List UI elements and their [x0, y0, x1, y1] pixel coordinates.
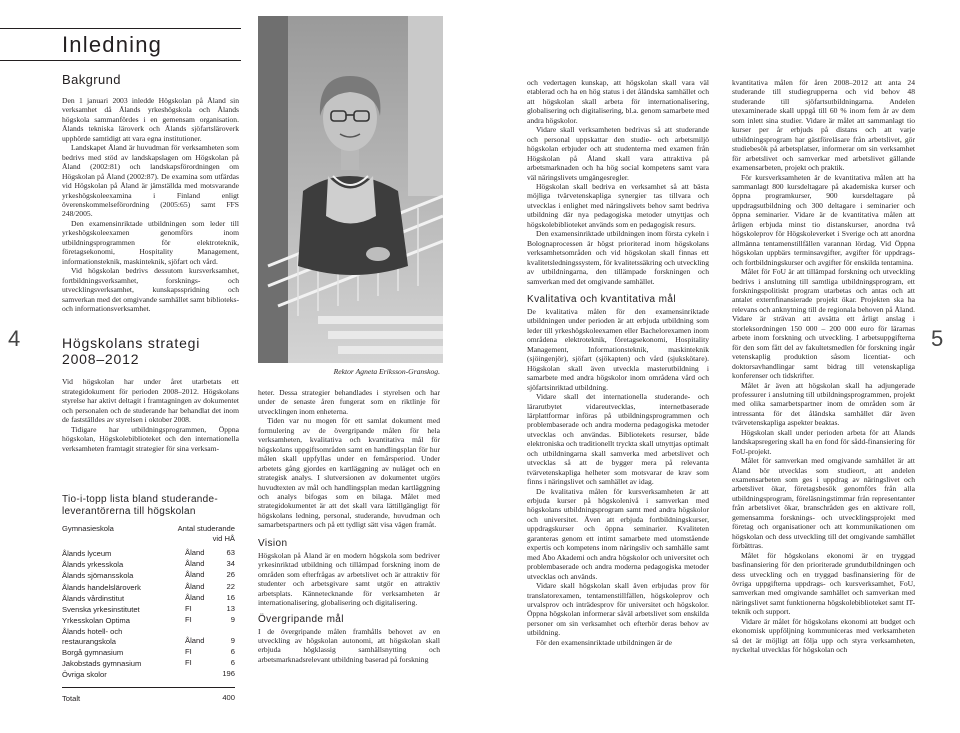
paragraph: Högskolan på Åland är en modern högskola som bedriver yrkesinriktad utbildning och tillämpad forskning inom de områden som efterfrågas av arbetslivet och är attraktiv för studenter och arbetsgivare samt utgör en attraktiv arbetsplats. Kännetecknande för verksamheten är internationalisering, globalisering och digitalisering. [258, 550, 440, 608]
paragraph: Högskolan skall under perioden arbeta för att Ålands landskapsregering skall ha en fond för sådd-finansiering för FoU-projekt. [732, 427, 915, 456]
table-cell-country: Åland [185, 570, 205, 580]
heading-strategi [62, 335, 239, 367]
table-cell-country: FI [185, 604, 192, 614]
paragraph: Vidare skall verksamheten bedrivas så att studerande och personal uppskattar den studie- och arbetsmiljö högskolan erbjuder och att studenterna med examen från Högskolan på Åland skall vara attraktiva på arbetsmarknaden och ha hög social kompetens samt vara väl näringslivets umgängesregler. [527, 125, 709, 182]
table-cell-count: 26 [226, 570, 235, 580]
table-cell-country: FI [185, 615, 192, 625]
table-header-count [178, 524, 235, 543]
table-cell-country: FI [185, 658, 192, 668]
paragraph: Vid högskolan bedrivs dessutom kursverksamhet, fortbildningsverksamhet, forsknings- och utvecklingsverksamhet, kunskapsspridning och samverkan med det omgivande samhället samt biblioteks- och informationsverksamhet. [62, 266, 239, 313]
photo-caption: Rektor Agneta Eriksson-Granskog. [333, 367, 440, 376]
paragraph: I de övergripande målen framhålls behovet av en utveckling av högskolan autonomi, att högskolan skall erbjuda högklassig samhällsnytting och arbetsmarknadsrelevant utbildning baserad på forskning [258, 626, 440, 664]
table-cell-country: Åland [185, 559, 205, 569]
table-cell-count: 16 [226, 592, 235, 602]
column-4 [732, 78, 915, 655]
table-total-value: 400 [222, 693, 235, 703]
table-cell-country: Åland [185, 548, 205, 557]
table-cell-school: Ålands vårdinstitut [62, 593, 125, 603]
table-row [62, 604, 235, 615]
paragraph: Vidare är målet för högskolans ekonomi att budget och ekonomisk uppföljning kommuniceras med verksamheten så det är möjligt att följa upp och styra verksamheten, nyckeltal utvecklas för högskolan och [732, 616, 915, 655]
header-rule-bottom [0, 60, 241, 61]
table-cell-count: 34 [226, 559, 235, 569]
table-cell-school: Ålands sjömansskola [62, 571, 134, 581]
paragraph: Högskolan skall bedriva en verksamhet så att bästa möjliga tvärvetenskapliga synergier tas tillvara och utvecklas i enlighet med näringslivets behov samt bedriva utbildning där nya pedagogiska metoder utnyttjas och högskolebiblioteket används som en pedagogisk resurs. [527, 181, 709, 229]
paragraph: De kvalitativa målen för kursverksamheten är att erbjuda kurser på högskolenivå i samverkan med högskolans utbildningsprogram samt med andra högskolor och universitet. Även att erbjuda fortbildningskurser, uppdragskurser och öppna seminarier. Kvaliteten garanteras genom ett intimt samarbete med utomstående expertis och kompetens inom näringsliv och samhälle samt med Åbo Akademi och andra högskolor och universitet och problembaserade och andra moderna pedagogiska metoder utvecklas och används. [527, 486, 709, 581]
table-title [62, 494, 235, 517]
heading-strategi-line2: 2008–2012 [62, 351, 140, 368]
table-header-count-line1: Antal studerande [177, 524, 235, 533]
table-cell-school: Ålands handelsläroverk [62, 582, 141, 592]
rector-portrait-illustration [258, 16, 443, 363]
table-cell-country: Åland [185, 635, 205, 645]
table-cell-count: 22 [226, 581, 235, 591]
page-number-left: 4 [8, 326, 21, 351]
page-number-right: 5 [931, 326, 944, 351]
paragraph: Målet är även att högskolan skall ha adjungerade professurer i anslutning till utbildningsprogrammen, projekt med olika samarbetspartner inom de områden som är intressanta för det åländska samhället där även tvärvetenskapliga aspekter beaktas. [732, 380, 915, 428]
table-title-line2: leverantörerna till högskolan [62, 505, 196, 517]
table-cell-school: Ålands lyceum [62, 549, 112, 558]
table-total-label: Totalt [62, 694, 81, 704]
paragraph: Den 1 januari 2003 inledde Högskolan på Åland sin verksamhet då Ålands yrkeshögskola och Ålands högskola sammanfördes i en gemensam organisation. Ålands tekniska läroverk och Ålands sjöfartsläroverk upphörde samtidigt att vara egna institutioner. [62, 96, 239, 143]
table-total-row [62, 687, 235, 704]
top-ten-table [62, 494, 235, 705]
paragraph: Tiden var nu mogen för ett samlat dokument med formulering av de övergripande målen för hela verksamheten, kvalitativa och kvantitativa mål för högskolans uppgiftsområden samt en handlingsplan för hur målen skall uppfyllas under en femårsperiod. Under arbetets gång gjordes en kartläggning av nuläget och en strategisk analys. I slutversionen av dokumentet utgörs huvudtexten av mål och handlingsplan medan kartläggning och analys bifogas som en bilaga. Målet med strategidokumentet är att det skall vara lättillgängligt för högskolans ledning, personal, studerande, huvudman och samarbetspartners och på ett tydligt sätt visa vägen framåt. [258, 416, 440, 530]
table-header-count-line2: vid HÅ [212, 533, 235, 543]
table-cell-count: 13 [226, 604, 235, 614]
page-title: Inledning [62, 32, 163, 57]
table-header [62, 524, 235, 548]
table-cell-school: Yrkesskolan Optima [62, 616, 130, 626]
table-cell-school: Ålands hotell- och restaurangskola [62, 627, 123, 646]
paragraph: och vedertagen kunskap, att högskolan skall vara väl etablerad och ha en hög status i det åländska samhället och att högskolan skall arbeta för internationalisering, globalisering och digitalisering, bl.a. genom samarbete med andra högskolor. [527, 78, 709, 125]
table-cell-country: FI [185, 646, 192, 656]
table-cell-country: Åland [185, 592, 205, 602]
table-cell-country: Åland [185, 581, 205, 591]
paragraph: Landskapet Åland är huvudman för verksamheten som bedrivs med stöd av landskapslagen om Högskolan på Åland (2002:81) och landskapsförordningen om Högskolan på Åland (2002:87). De examina som utfärdas vid Högskolan på Åland är jämställda med motsvarande yrkeshögskoleexamina i Finland enligt överenskommelseförordning (2005:65) samt FFS 248/2005. [62, 143, 239, 219]
paragraph: Vidare skall högskolan skall även erbjudas prov för translatorexamen, tentamenstillfällen, högskoleprov och urvalsprov och inträdesprov för universitet och högskolor. Öppna högskolan informerar såväl arbetslivet som enskilda personer om sin verksamhet och efterhör deras behov av utbildning. [527, 581, 709, 638]
table-cell-count: 196 [222, 669, 235, 679]
column-2 [258, 388, 440, 664]
paragraph: Den examensinriktade utbildningen som leder till yrkeshögskoleexamen genomförs inom utbildningsprogrammen för elektroteknik, företagsekonomi, Hospitality Management, informationsteknik, maskinteknik, sjöfart och vård. [62, 218, 239, 266]
paragraph: För den examensinriktade utbildningen är de [536, 637, 673, 647]
column-1 [62, 72, 239, 453]
table-cell-school: Ålands yrkesskola [62, 560, 124, 570]
table-cell-count: 6 [230, 646, 235, 656]
paragraph: Vidare skall det internationella studerande- och lärarutbytet vidareutvecklas, internetbaserade lärplattformar införas på utbildningsprogrammen och problembaserade och andra moderna pedagogiska metoder utvecklas och användas. Bibliotekets resurser, både elektroniska och traditionellt tryckta skall utnyttjas optimalt och utbildningarna skall samverka med arbetslivet och utvecklas så att de bygger mera på relevanta tvärvetenskapliga helheter som motsvarar de krav som finns i näringslivet och samhället av idag. [527, 392, 709, 487]
table-cell-count: 63 [226, 548, 235, 557]
paragraph: De kvalitativa målen för den examensinriktade utbildningen under perioden är att erbjuda utbildning som leder till yrkeshögskoleexamen eller Bachelorexamen inom områdena elektroteknik, företagsekonomi, Hospitality Management, Informationsteknik, maskinteknik (sjöingenjör), sjöfart (sjökapten) och vård (sjukskötare). Högskolan skall även utveckla masterutbildning i samarbete med andra högskolor inom områdena vård och sjöfartsinriktad utbildning. [527, 306, 709, 392]
column-3 [527, 78, 709, 647]
table-row [62, 582, 235, 593]
table-row [62, 647, 235, 658]
paragraph: Målet för samverkan med omgivande samhället är att Åland bör utvecklas som studieort, att andelen examensarbeten som ges i uppdrag av näringslivet och arbetslivet ökar, företagsbesök genomförs från alla utbildningsprogram, föreläsningstimmar från representanter från arbetslivet ökar, branschråden ges en aktivare roll, gemensamma forsknings- och utvecklingsprojekt med företag och organisationer och att kommunikationen om högskolan och dess utveckling till det omgivande samhället förbättras. [732, 456, 915, 551]
paragraph: Målet för högskolans ekonomi är en tryggad basfinansiering för den prioriterade grundutbildningen och dess utveckling och en tryggad basfinansiering för de övriga uppgifterna uppdrags- och kursverksamhet, FoU, samverkan med omgivande samhället och samverkan med näringslivet samt funktionerna högskolebiblioteket samt IT-teknik och support. [732, 550, 915, 617]
table-cell-count: 9 [230, 635, 235, 645]
table-row [62, 548, 235, 559]
paragraph: Vid högskolan har under året utarbetats ett strategidokument för perioden 2008–2012. Högskolans styrelse har aktivt deltagit i framtagningen av dokumentet och personalen och de studerande har behandlat det inom de fastställdes av styrelsen i oktober 2008. [62, 377, 239, 425]
table-cell-school: Svenska yrkesinstitutet [62, 605, 140, 615]
table-header-school: Gymnasieskola [62, 524, 114, 533]
table-row [62, 615, 235, 626]
table-row [62, 658, 235, 669]
heading-bakgrund: Bakgrund [62, 72, 121, 87]
table-row [62, 593, 235, 604]
heading-kvalitativa-mal: Kvalitativa och kvantitativa mål [527, 293, 676, 305]
table-body [62, 548, 235, 680]
table-row [62, 559, 235, 570]
paragraph: För kursverksamheten är de kvantitativa målen att ha sammanlagt 800 kursdeltagare på akademiska kurser och öppna programkurser, 900 kursdeltagare på uppdragsutbildning och 300 deltagare i seminarier och öppna seminarier. Vidare är de kvantitativa målen att årligen erbjuda minst tio distanskurser, anordna två högskoleprov för Högskoleverket i Sverige och att anordna allmänna tentamenstillfällen varannan lördag. Vid Öppna högskolan uppbärs terminsavgifter, avgifter för uppdrags- och fortbildningskurser och avgifter för enskilda tentamina. [732, 172, 915, 267]
rector-photo [258, 16, 443, 363]
table-cell-school: Övriga skolor [62, 670, 107, 680]
table-cell-count: 9 [230, 615, 235, 625]
paragraph: Målet för FoU är att tillämpad forskning och utveckling bedrivs i anslutning till samtliga utbildningsprogram, ett forskningspolitiskt program utarbetas och antas och att antalet externfinansierade projekt ökar. Projekten ska ha relevans och anknytning till de regionala behoven på Åland. Vidare är strävan att avsätta ett årligt anslag i storleksordningen 150 000 – 200 000 euro för lärarnas arbete inom forskning och utveckling. I arbetsuppgifterna för den som fått del av fakultetsmedlen för forskning ingår vetenskaplig produktion såsom licentiat- och doktorsavhandlingar samt bidrag till vetenskapliga konferenser och tidskrifter. [732, 267, 915, 381]
heading-vision: Vision [258, 537, 288, 549]
table-cell-school: Borgå gymnasium [62, 647, 124, 657]
table-row [62, 669, 235, 680]
paragraph: kvantitativa målen för åren 2008–2012 att anta 24 studerande till studiegrupperna och vid behov 48 studerande till sjöfartsutbildningarna. Andelen utexaminerade skall uppgå till 60 % inom fem år av dem som inlett sina studier. Vidare är målet att sammanlagt tio kurser per år erbjuds på distans och att varje utbildningsprogram har gästföreläsare från arbetslivet, gör studiebesök på arbetsplatser, informerar om sin verksamhet för arbetslivet och samverkar med arbetslivet gällande examensarbeten, projekt och praktik. [732, 78, 915, 173]
paragraph: Tidigare har utbildningsprogrammen, Öppna högskolan, Högskolebiblioteket och den internationella verksamheten framtagit strategier för sina verksam- [62, 424, 239, 453]
table-row [62, 570, 235, 581]
table-cell-school: Jakobstads gymnasium [62, 659, 142, 669]
heading-overgripande-mal: Övergripande mål [258, 613, 344, 625]
heading-strategi-line1: Högskolans strategi [62, 335, 201, 352]
table-row [62, 626, 235, 646]
table-title-line1: Tio-i-topp lista bland studerande- [62, 494, 219, 505]
header-rule-top [0, 28, 241, 29]
paragraph: heter. Dessa strategier behandlades i styrelsen och har under de senaste åren fungerat som en riktlinje för utvecklingen inom enheterna. [258, 388, 440, 416]
table-cell-count: 6 [230, 658, 235, 668]
paragraph: Den examensinriktade utbildningen inom första cykeln i Bolognaprocessen är högst prioriterad inom högskolans verksamhetsområden och vid högskolan skall finnas ett kvalitetsledningssystem, för kvalitetssäkring och utveckling av utbildningarna, den tillämpade forskningen och samverkan med det omgivande samhället. [527, 229, 710, 286]
